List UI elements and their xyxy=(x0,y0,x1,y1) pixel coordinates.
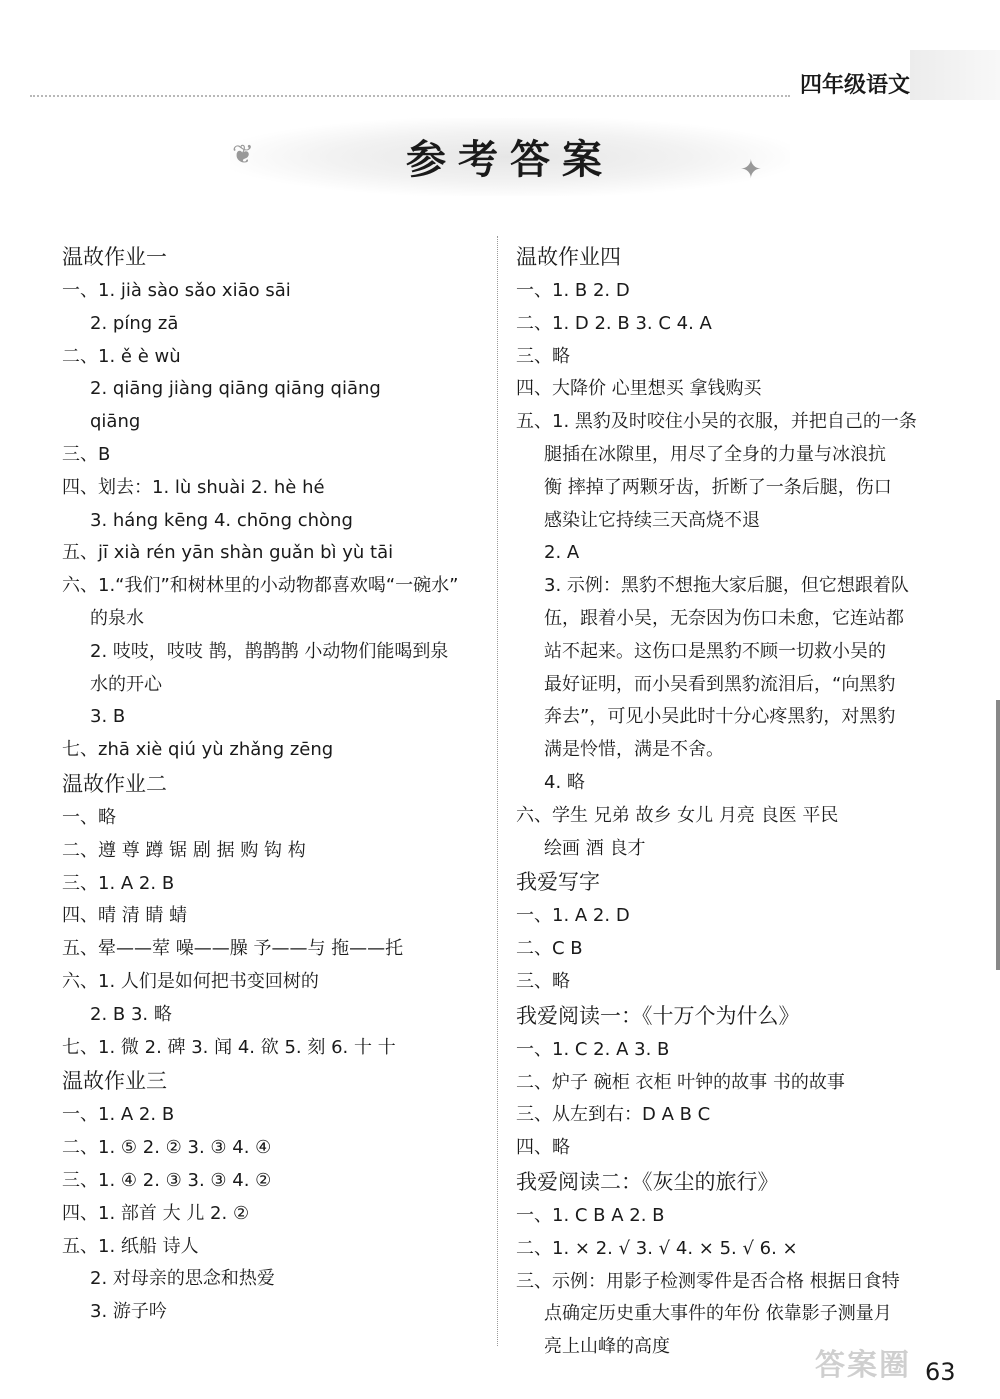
answer-line: 2. A xyxy=(544,542,580,564)
answer-line: 三、略 xyxy=(516,345,570,367)
answer-line: 3. 示例：黑豹不想拖大家后腿，但它想跟着队 xyxy=(544,575,909,597)
answer-line: 一、略 xyxy=(62,806,116,828)
header-dotted-rule xyxy=(30,95,790,97)
answer-line: 3. háng kēng 4. chōng chòng xyxy=(90,509,353,531)
answer-line: 五、晕——荤 噪——臊 予——与 拖——托 xyxy=(62,938,404,960)
answer-line: 2. B 3. 略 xyxy=(90,1003,172,1025)
section-heading: 温故作业三 xyxy=(62,1069,167,1094)
page-number: 63 xyxy=(925,1358,956,1386)
answer-line: 2. píng zā xyxy=(90,312,179,334)
answer-line: 五、1. 纸船 诗人 xyxy=(62,1235,199,1257)
answer-line: 二、炉子 碗柜 衣柜 叶钟的故事 书的故事 xyxy=(516,1071,845,1093)
answer-line: 二、1. ě è wù xyxy=(62,345,181,367)
answer-line: 4. 略 xyxy=(544,771,585,793)
answer-line: 3. 游子吟 xyxy=(90,1301,167,1323)
bird-ornament-icon: ✦ xyxy=(740,155,762,185)
answer-line: 一、1. jià sào sǎo xiāo sāi xyxy=(62,280,291,301)
answer-line: 2. qiāng jiàng qiāng qiāng qiāng xyxy=(90,378,381,400)
answer-line: 3. B xyxy=(90,706,126,728)
section-heading: 温故作业一 xyxy=(62,245,167,269)
answer-line: 站不起来。这伤口是黑豹不顾一切救小吴的 xyxy=(544,640,886,662)
answer-line: 六、学生 兄弟 故乡 女儿 月亮 良医 平民 xyxy=(516,804,839,826)
answer-line: 奔去”，可见小吴此时十分心疼黑豹，对黑豹 xyxy=(544,706,896,728)
section-heading: 我爱阅读二：《灰尘的旅行》 xyxy=(516,1169,779,1194)
edge-mark xyxy=(996,700,1000,970)
answer-line: 2. 对母亲的思念和热爱 xyxy=(90,1268,275,1290)
answer-line: 满是怜惜，满是不舍。 xyxy=(544,739,724,761)
fish-ornament-icon: ❦ xyxy=(232,140,254,170)
answer-line: 六、1.“我们”和树林里的小动物都喜欢喝“一碗水” xyxy=(62,575,459,597)
answer-line: 腿插在冰隙里，用尽了全身的力量与冰浪抗 xyxy=(544,443,886,465)
answer-line: 四、划去：1. lù shuài 2. hè hé xyxy=(62,476,325,498)
watermark-logo: 答案圈 xyxy=(815,1348,911,1383)
right-column xyxy=(516,240,946,1364)
answer-line: 一、1. C B A 2. B xyxy=(516,1204,665,1226)
answer-line: 四、1. 部首 大 儿 2. ② xyxy=(62,1202,250,1224)
answer-line: 二、遵 尊 蹲 锯 剧 据 购 钩 构 xyxy=(62,839,306,861)
answer-line: 衡 摔掉了两颗牙齿，折断了一条后腿，伤口 xyxy=(544,476,892,498)
answer-line: 一、1. C 2. A 3. B xyxy=(516,1038,670,1060)
answer-line: 二、1. ⑤ 2. ② 3. ③ 4. ④ xyxy=(62,1137,272,1159)
answer-line: 三、1. ④ 2. ③ 3. ③ 4. ② xyxy=(62,1169,272,1191)
answer-line: 的泉水 xyxy=(90,607,144,629)
answer-line: 四、略 xyxy=(516,1137,570,1159)
answer-line: 七、1. 微 2. 碑 3. 闻 4. 欲 5. 刻 6. 十 十 xyxy=(62,1036,396,1058)
answer-line: 三、略 xyxy=(516,970,570,992)
answer-line: 六、1. 人们是如何把书变回树的 xyxy=(62,970,319,992)
answer-line: 三、B xyxy=(62,443,111,465)
answer-line: 一、1. B 2. D xyxy=(516,280,630,301)
answer-line: 一、1. A 2. D xyxy=(516,905,630,927)
answer-line: 三、1. A 2. B xyxy=(62,872,175,894)
answer-line: 五、jī xià rén yān shàn guǎn bì yù tāi xyxy=(62,542,394,564)
answer-line: 五、1. 黑豹及时咬住小吴的衣服，并把自己的一条 xyxy=(516,411,917,433)
section-heading: 我爱写字 xyxy=(516,870,600,895)
answer-line: 点确定历史重大事件的年份 依靠影子测量月 xyxy=(544,1303,892,1325)
grade-subject-label: 四年级语文 xyxy=(800,73,911,98)
column-divider xyxy=(497,236,498,1346)
answer-line: 七、zhā xiè qiú yù zhǎng zēng xyxy=(62,739,334,761)
answer-line: 最好证明，而小吴看到黑豹流泪后，“向黑豹 xyxy=(544,673,896,695)
answer-line: 二、1. D 2. B 3. C 4. A xyxy=(516,312,712,334)
answer-line: 三、示例：用影子检测零件是否合格 根据日食特 xyxy=(516,1270,900,1292)
answer-line: 一、1. A 2. B xyxy=(62,1104,175,1126)
section-heading: 温故作业二 xyxy=(62,771,167,796)
answer-line: 水的开心 xyxy=(90,673,162,695)
answer-line: 2. 吱吱，吱吱 鹊，鹊鹊鹊 小动物们能喝到泉 xyxy=(90,640,449,662)
answer-line: 二、C B xyxy=(516,938,583,960)
header-decoration xyxy=(910,50,1000,100)
answer-line: qiāng xyxy=(90,411,141,433)
page-title: 参考答案 xyxy=(406,137,614,183)
answer-line: 绘画 酒 良才 xyxy=(544,837,646,859)
answer-line: 亮上山峰的高度 xyxy=(544,1336,670,1358)
answer-line: 伍，跟着小吴，无奈因为伤口未愈，它连站都 xyxy=(544,607,904,629)
answer-line: 感染让它持续三天高烧不退 xyxy=(544,509,760,531)
answer-line: 二、1. × 2. √ 3. √ 4. × 5. √ 6. × xyxy=(516,1237,798,1259)
section-heading: 温故作业四 xyxy=(516,245,621,269)
answer-line: 三、从左到右：D A B C xyxy=(516,1104,711,1126)
left-column xyxy=(62,240,487,1329)
section-heading: 我爱阅读一：《十万个为什么》 xyxy=(516,1003,800,1028)
answer-line: 四、晴 清 睛 蜻 xyxy=(62,905,188,927)
answer-line: 四、大降价 心里想买 拿钱购买 xyxy=(516,378,762,400)
